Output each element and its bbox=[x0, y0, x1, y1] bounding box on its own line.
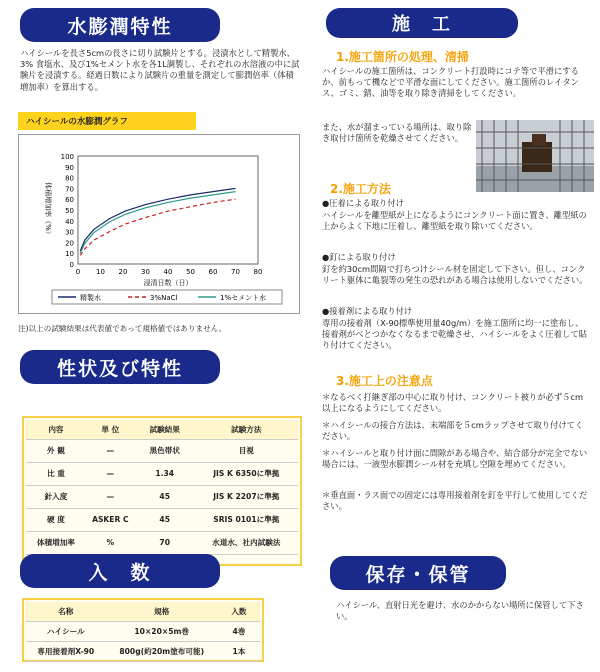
x-tick-label: 80 bbox=[253, 268, 263, 276]
x-axis-label: 浸清日数（日） bbox=[143, 279, 193, 287]
table-cell: 10×20×5m巻 bbox=[106, 621, 218, 641]
table-cell: — bbox=[86, 439, 135, 462]
y-tick-label: 40 bbox=[65, 217, 74, 226]
table-cell: 800g(約20m塗布可能) bbox=[106, 641, 218, 661]
legend-label: 3%NaCl bbox=[150, 294, 178, 302]
y-tick-label: 60 bbox=[65, 196, 74, 205]
table-cell: — bbox=[86, 485, 135, 508]
method2-head: ●釘による取り付け bbox=[322, 252, 396, 262]
table-cell: 45 bbox=[135, 508, 195, 531]
graph-label: ハイシールの水膨潤グラフ bbox=[18, 112, 196, 130]
table-cell: 体積増加率 bbox=[26, 531, 86, 554]
x-tick-label: 70 bbox=[231, 268, 240, 276]
x-tick-label: 50 bbox=[186, 268, 195, 276]
y-tick-label: 0 bbox=[69, 261, 74, 269]
table-row bbox=[26, 531, 298, 554]
table-cell: 専用接着剤X-90 bbox=[26, 641, 106, 661]
storage-header: 保存・保管 bbox=[330, 556, 506, 590]
table-row bbox=[26, 485, 298, 508]
swell-header: 水膨潤特性 bbox=[20, 8, 220, 42]
table-cell: ASKER C bbox=[86, 508, 135, 531]
section3-title: 3.施工上の注意点 bbox=[336, 374, 433, 388]
table-row bbox=[26, 462, 298, 485]
swell-chart bbox=[18, 134, 300, 314]
method3-head: ●接着剤による取り付け bbox=[322, 306, 413, 316]
y-tick-label: 80 bbox=[65, 174, 74, 183]
x-tick-label: 40 bbox=[163, 268, 173, 276]
y-tick-label: 10 bbox=[65, 250, 74, 259]
x-tick-label: 60 bbox=[208, 268, 218, 276]
table-cell: JIS K 6350に準拠 bbox=[195, 462, 298, 485]
table-cell: 外 観 bbox=[26, 439, 86, 462]
table-cell: 黒色帯状 bbox=[135, 439, 195, 462]
caution-item: ＊ハイシールの接合方法は、末端部を５cmラップさせて取り付けてください。 bbox=[322, 420, 584, 442]
section2-title: 2.施工方法 bbox=[330, 182, 391, 196]
method1-text: ハイシールを離型紙が上になるようにコンクリート面に置き、離型紙の上からよく下地に圧着し、離型紙を取り除いてください。 bbox=[322, 210, 587, 232]
table-row bbox=[26, 641, 260, 661]
y-tick-label: 70 bbox=[65, 185, 74, 194]
swell-description: ハイシールを長さ5cmの長さに切り試験片とする。浸漬水として精製水、3% 食塩水、及び1%セメント水を各1L調製し、それぞれの水溶液の中に試験片を浸漬する。経過日数により試験片の重量を測定して膨潤倍率（体積増加率）を算出する。 bbox=[20, 48, 300, 92]
x-tick-label: 30 bbox=[141, 268, 150, 276]
y-axis-label: 体積増加率（%） bbox=[44, 182, 52, 238]
table-cell: 針入度 bbox=[26, 485, 86, 508]
table-cell: 1.34 bbox=[135, 462, 195, 485]
table-cell: — bbox=[86, 462, 135, 485]
table-cell: 45 bbox=[135, 485, 195, 508]
qty-table bbox=[26, 602, 260, 662]
table-row bbox=[26, 508, 298, 531]
table-header: 試験方法 bbox=[195, 420, 298, 439]
section1-text: ハイシールの施工箇所は、コンクリート打設時にコテ等で平滑にするか、前もって機などで平滑な面にしてください。施工箇所のレイタンス、ゴミ、錆、油等を取り除き清掃をしてください。 bbox=[322, 66, 579, 99]
legend-label: 精製水 bbox=[80, 294, 101, 302]
props-table bbox=[26, 420, 298, 555]
props-header: 性状及び特性 bbox=[20, 350, 220, 384]
table-cell: 1本 bbox=[218, 641, 260, 661]
table-header: 入数 bbox=[218, 602, 260, 621]
x-tick-label: 10 bbox=[96, 268, 105, 276]
table-header: 名称 bbox=[26, 602, 106, 621]
table-row bbox=[26, 439, 298, 462]
y-tick-label: 20 bbox=[65, 239, 74, 248]
table-cell: 比 重 bbox=[26, 462, 86, 485]
cage-photo bbox=[476, 120, 594, 192]
table-cell: ハイシール bbox=[26, 621, 106, 641]
storage-text: ハイシール、直射日光を避け、水のかからない場所に保管して下さい。 bbox=[336, 600, 584, 622]
note: 注)以上の試験結果は代表値であって規格値ではありません。 bbox=[18, 324, 227, 333]
table-cell: 4巻 bbox=[218, 621, 260, 641]
caution-item: ＊ハイシールと取り付け面に間隙がある場合や、結合部分が完全でない場合には、一液型水膨潤シール材を充填し空隙を埋めてください。 bbox=[322, 448, 588, 470]
work-header: 施 工 bbox=[326, 8, 518, 38]
caution-item: ＊垂直面・ラス面での固定には専用接着剤を釘を平行して使用してください。 bbox=[322, 490, 588, 512]
table-header: 規格 bbox=[106, 602, 218, 621]
section1-title: 1.施工箇所の処理、清掃 bbox=[336, 50, 469, 64]
table-cell: 硬 度 bbox=[26, 508, 86, 531]
x-tick-label: 20 bbox=[118, 268, 128, 276]
y-tick-label: 100 bbox=[60, 153, 74, 161]
caution-item: ＊なるべく打継ぎ部の中心に取り付け、コンクリート被りが必ず５cm以上になるようにしてください。 bbox=[322, 392, 584, 414]
table-header: 単 位 bbox=[86, 420, 135, 439]
y-tick-label: 90 bbox=[65, 163, 74, 172]
y-tick-label: 30 bbox=[65, 228, 74, 237]
qty-header: 入 数 bbox=[20, 554, 220, 588]
table-cell: 目視 bbox=[195, 439, 298, 462]
section1-text2: また、水が溜まっている場所は、取り除き取付け箇所を乾燥させてください。 bbox=[322, 122, 472, 144]
x-tick-label: 0 bbox=[75, 268, 81, 276]
legend-label: 1%セメント水 bbox=[220, 294, 267, 302]
table-header: 内容 bbox=[26, 420, 86, 439]
y-tick-label: 50 bbox=[65, 207, 74, 215]
table-cell: 水道水、社内試験法 bbox=[195, 531, 298, 554]
method1-head: ●圧着による取り付け bbox=[322, 198, 404, 208]
table-cell: JIS K 2207に準拠 bbox=[195, 485, 298, 508]
table-cell: 70 bbox=[135, 531, 195, 554]
table-header: 試験結果 bbox=[135, 420, 195, 439]
method2-text: 釘を約30cm間隔で打ちつけシール材を固定して下さい。但し、コンクリート躯体に亀裂等の発生の恐れがある場合は使用しないでください。 bbox=[322, 264, 588, 286]
method3-text: 専用の接着剤（X-90標準使用量40g/m）を施工箇所に均一に塗布し、接着剤がべとつかなくなるまで乾燥させ、ハイシールをよく圧着して貼り付けてください。 bbox=[322, 318, 587, 351]
table-row bbox=[26, 621, 260, 641]
table-cell: % bbox=[86, 531, 135, 554]
table-cell: SRIS 0101に準拠 bbox=[195, 508, 298, 531]
